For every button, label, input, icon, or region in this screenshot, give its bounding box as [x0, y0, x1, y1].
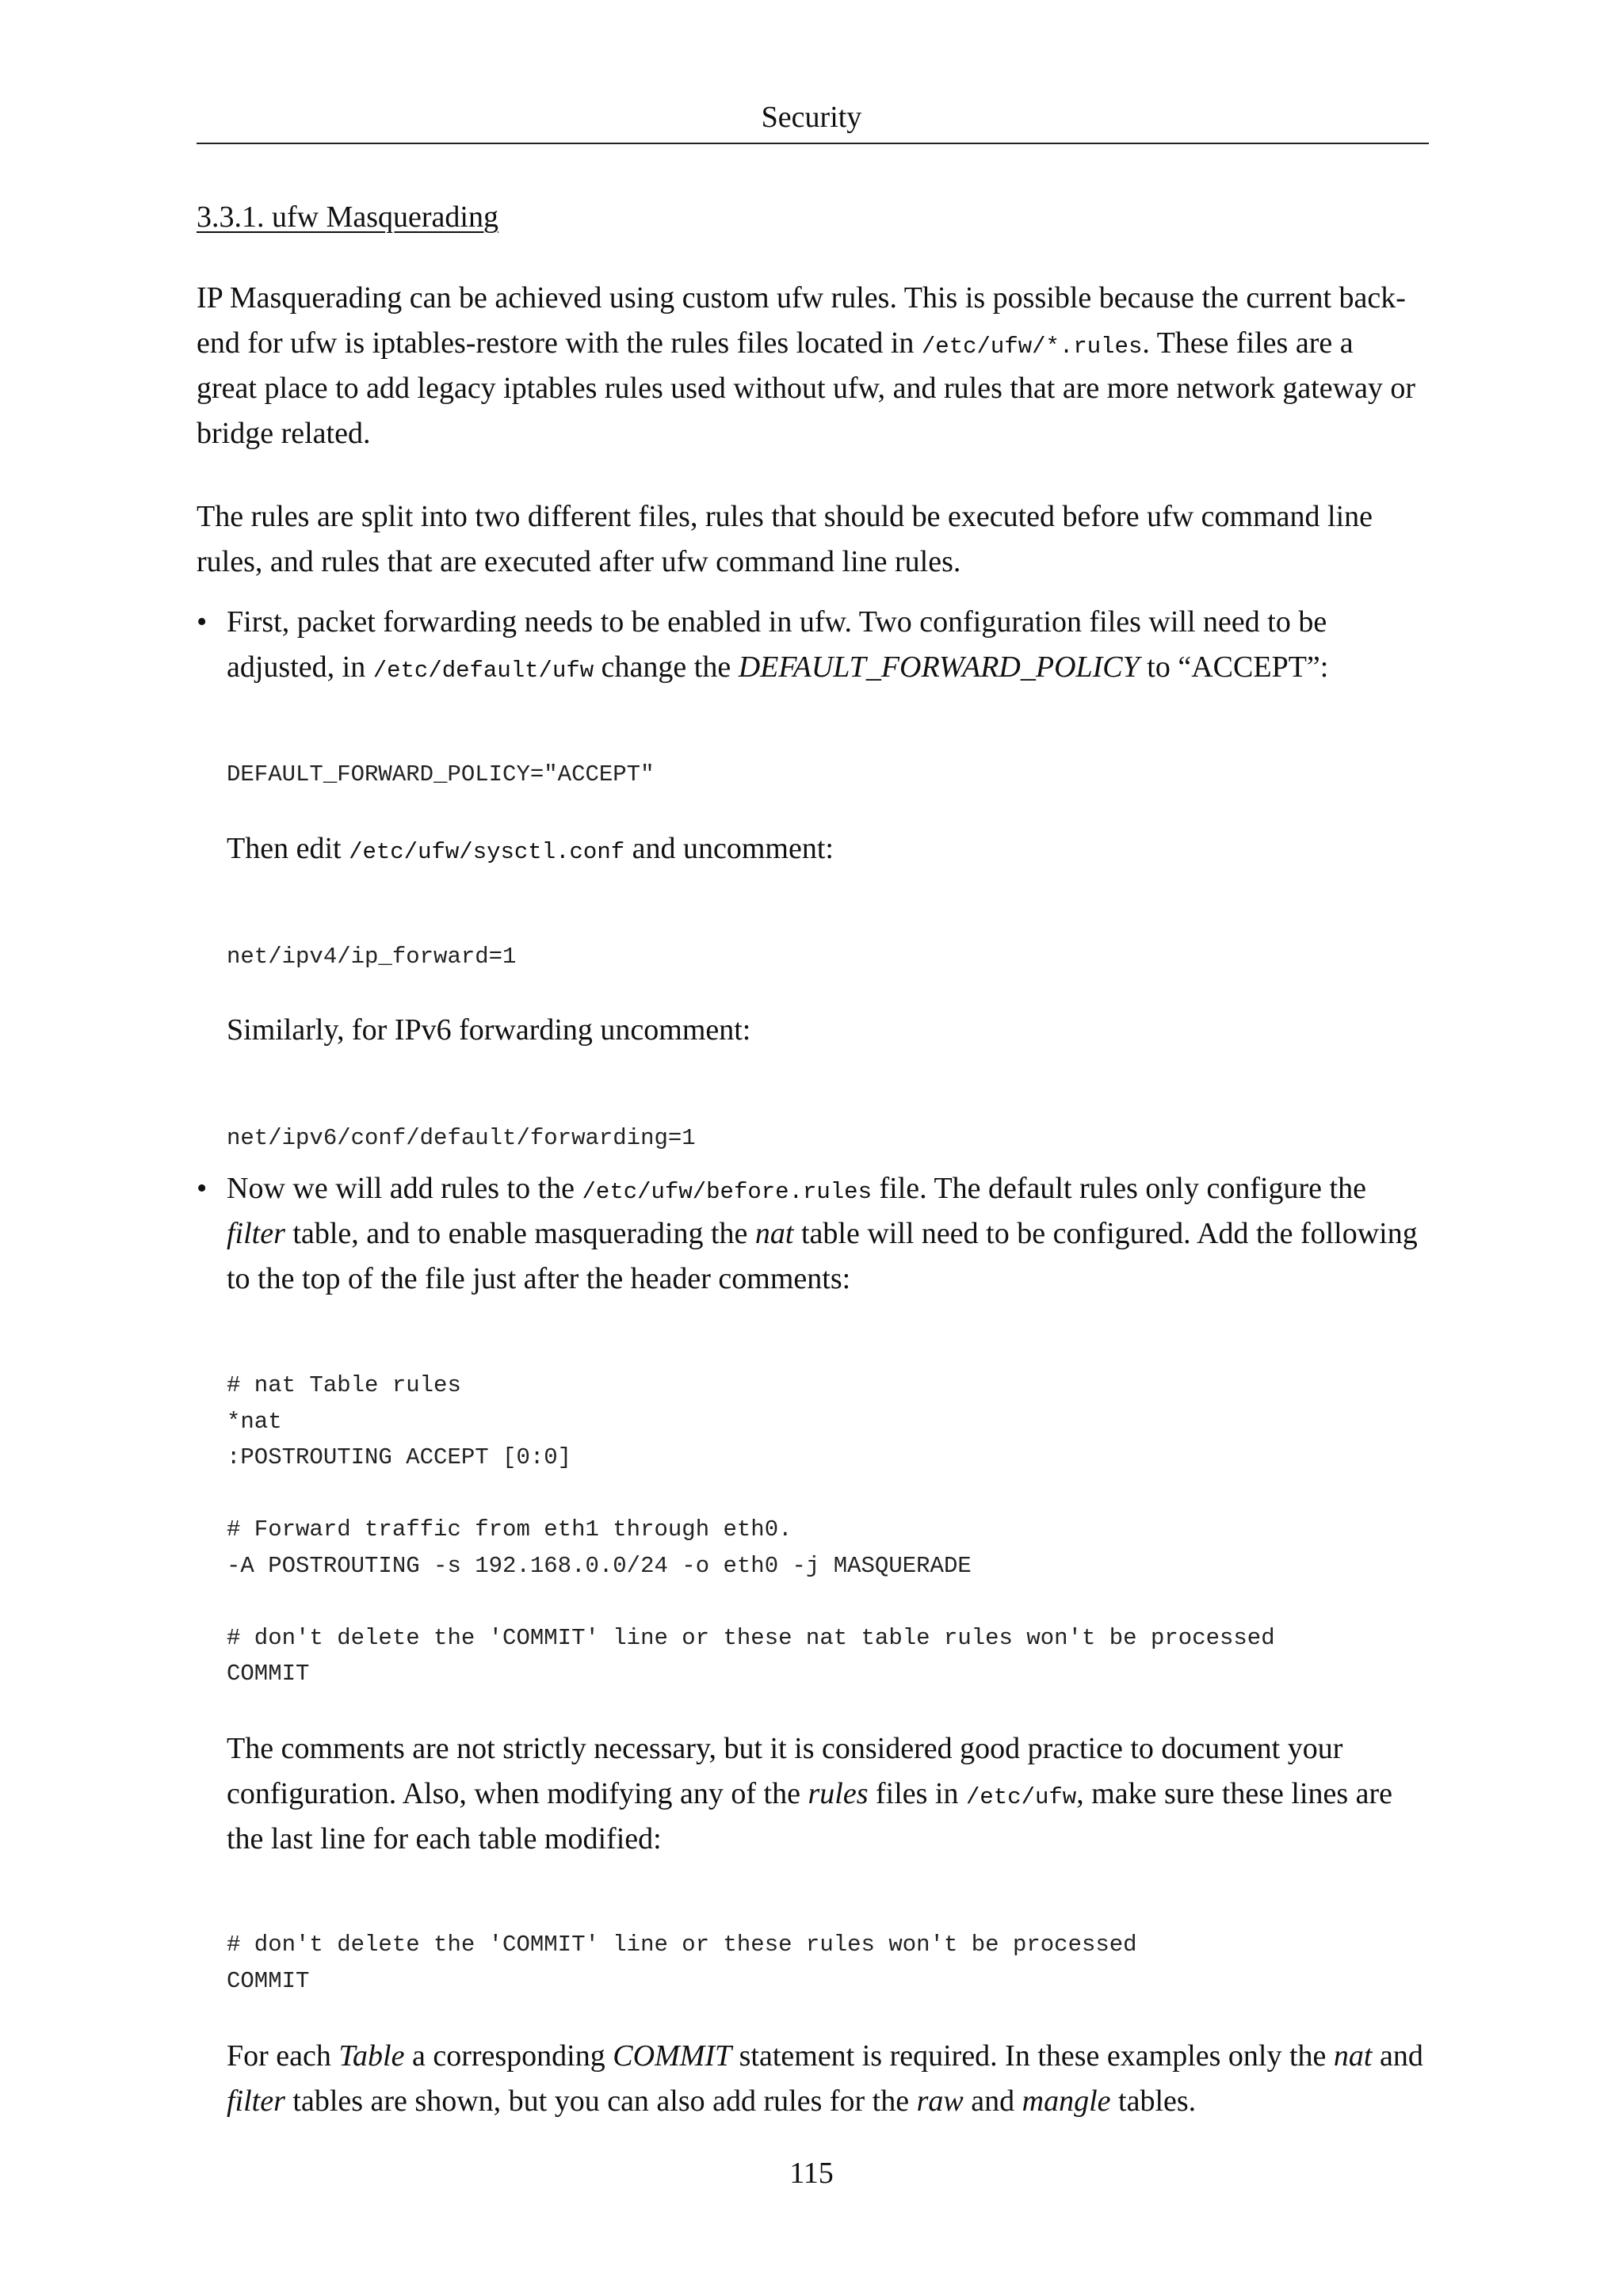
then-text: and uncomment: [624, 832, 834, 865]
table-commit-line-1 [227, 2034, 1429, 2079]
code-ipv4-forward: net/ipv4/ip_forward=1 [227, 944, 517, 970]
step1-line-2 [227, 645, 1429, 693]
code-commit-block: # don't delete the 'COMMIT' line or these rules won't be processed COMMIT [227, 1932, 1137, 1994]
table-commit-line-2 [227, 2079, 1429, 2124]
code-ipv6-forward: net/ipv6/conf/default/forwarding=1 [227, 1125, 696, 1151]
intro-line-4: bridge related. [197, 417, 371, 450]
split-line-1: The rules are split into two different files, rules that should be executed before ufw command line [197, 500, 1373, 533]
step2-text: Now we will add rules to the [227, 1172, 582, 1205]
rules-path: /etc/ufw/*.rules [921, 334, 1143, 360]
bullet-icon: • [197, 605, 208, 639]
bullet-icon: • [197, 1172, 208, 1205]
before-rules-path: /etc/ufw/before.rules [582, 1179, 872, 1205]
commit-term: COMMIT [613, 2039, 732, 2073]
table-term: Table [338, 2039, 405, 2073]
page-number: 115 [789, 2157, 834, 2190]
step1-text: adjusted, in [227, 650, 373, 684]
intro-text: . These files are a [1142, 326, 1354, 360]
forward-policy-term: DEFAULT_FORWARD_POLICY [738, 650, 1140, 684]
code-forward-policy: DEFAULT_FORWARD_POLICY="ACCEPT" [227, 761, 655, 788]
step2-text: table, and to enable masquerading the [285, 1217, 755, 1250]
ufw-dir-path: /etc/ufw [965, 1784, 1077, 1810]
mangle-term: mangle [1022, 2084, 1111, 2118]
table-text: statement is required. In these examples only the [731, 2039, 1334, 2073]
then-edit-line [227, 826, 1429, 875]
step2-text: file. The default rules only configure the [872, 1172, 1366, 1205]
comments-line-2 [227, 1772, 1429, 1820]
step2-text: table will need to be configured. Add the following [793, 1217, 1418, 1250]
step2-line-1 [227, 1166, 1429, 1215]
comments-line-1: The comments are not strictly necessary, but it is considered good practice to document your [227, 1732, 1343, 1765]
then-text: Then edit [227, 832, 349, 865]
comments-text: configuration. Also, when modifying any of the [227, 1777, 808, 1810]
table-text: and [1372, 2039, 1423, 2073]
table-text: and [963, 2084, 1022, 2118]
ipv6-line: Similarly, for IPv6 forwarding uncomment: [227, 1013, 751, 1047]
nat-term: nat [754, 1217, 794, 1250]
intro-line-3: great place to add legacy iptables rules used without ufw, and rules that are more network gateway or [197, 372, 1416, 405]
table-text: For each [227, 2039, 339, 2073]
step1-text: to “ACCEPT”: [1139, 650, 1329, 684]
default-ufw-path: /etc/default/ufw [372, 658, 594, 684]
table-text: a corresponding [404, 2039, 613, 2073]
intro-line-2 [197, 321, 1429, 369]
step1-line-1: First, packet forwarding needs to be enabled in ufw. Two configuration files will need to be [227, 605, 1327, 639]
split-line-2: rules, and rules that are executed after ufw command line rules. [197, 545, 961, 578]
running-header: Security [761, 101, 862, 134]
sysctl-path: /etc/ufw/sysctl.conf [349, 839, 625, 865]
comments-line-3: the last line for each table modified: [227, 1822, 662, 1855]
comments-text: files in [868, 1777, 966, 1810]
rules-term: rules [808, 1777, 869, 1810]
intro-text: end for ufw is iptables-restore with the rules files located in [197, 326, 922, 360]
section-title: 3.3.1. ufw Masquerading [197, 200, 498, 234]
code-nat-table-rules: # nat Table rules *nat :POSTROUTING ACCEPT [0:0] # Forward traffic from eth1 through eth0. -A POSTROUTING -s 192.168.0.0/24 -o eth0 -j MASQUERADE # don't delete the 'COMMIT' line or these nat table rules won't be processed COMMIT [227, 1372, 1275, 1687]
nat-term: nat [1333, 2039, 1373, 2073]
raw-term: raw [916, 2084, 964, 2118]
step2-line-3: to the top of the file just after the header comments: [227, 1262, 851, 1295]
step1-text: change the [594, 650, 739, 684]
step2-line-2 [227, 1211, 1429, 1257]
header-rule [197, 143, 1429, 144]
table-text: tables are shown, but you can also add rules for the [285, 2084, 917, 2118]
comments-text: , make sure these lines are [1076, 1777, 1393, 1810]
filter-term: filter [227, 1217, 285, 1250]
filter-term: filter [227, 2084, 285, 2118]
intro-line-1: IP Masquerading can be achieved using custom ufw rules. This is possible because the current back- [197, 281, 1406, 315]
table-text: tables. [1110, 2084, 1197, 2118]
